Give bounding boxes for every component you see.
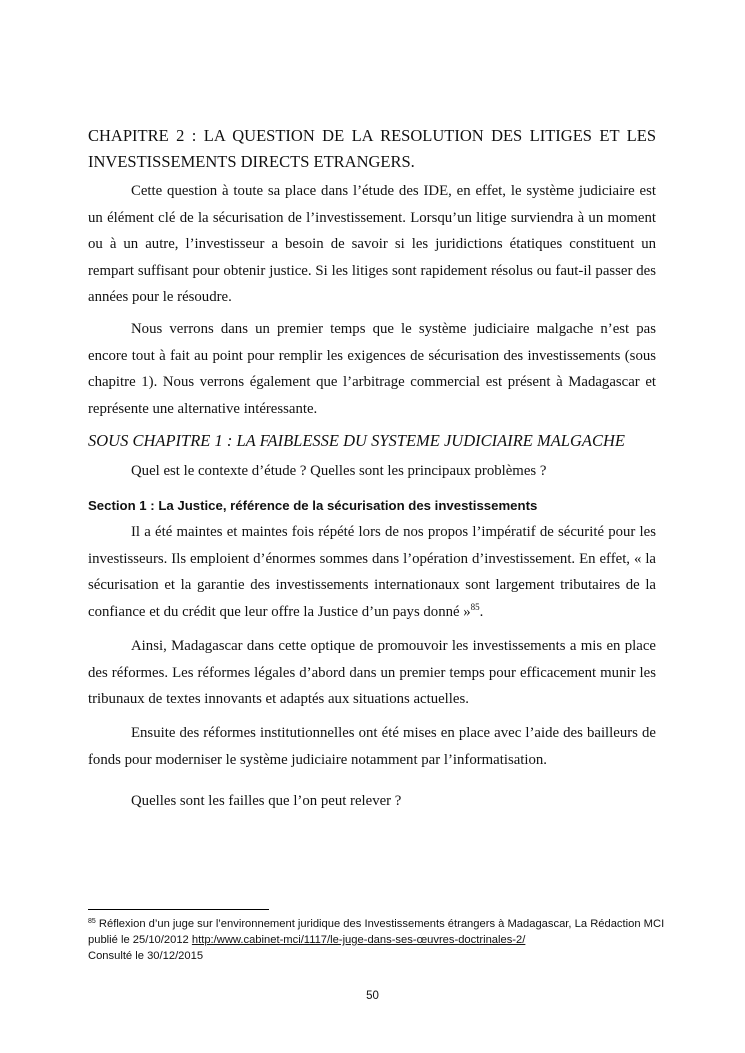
footnote-separator xyxy=(88,909,269,910)
security-imperative-text: Il a été maintes et maintes fois répété lors de nos propos l’impératif de sécurité pour les investisseurs. Ils emploient d’énormes sommes dans l’opération d’investissement. En effet, « la sécurisation et la garantie des investissements internationaux sont largement tributaires de la confiance et du crédit que leur offre la Justice d’un pays donné » xyxy=(88,524,656,620)
paragraph-end-period: . xyxy=(479,603,484,620)
chapter-title-line-1: CHAPITRE 2 : LA QUESTION DE LA RESOLUTION DES LITIGES ET LES xyxy=(88,126,656,145)
footnote-number: 85 xyxy=(88,918,96,925)
footnote-link[interactable]: http:/www.cabinet-mci/1117/le-juge-dans-ses-œuvres-doctrinales-2/ xyxy=(191,934,526,946)
context-question-text: Quel est le contexte d’étude ? Quelles sont les principaux problèmes ? xyxy=(131,463,547,479)
subchapter-heading: SOUS CHAPITRE 1 : LA FAIBLESSE DU SYSTEME JUDICIAIRE MALGACHE xyxy=(88,431,625,450)
footnote xyxy=(88,916,668,964)
paragraph-institutional-reforms: Ensuite des réformes institutionnelles ont été mises en place avec l’aide des bailleurs de fonds pour moderniser le système judiciaire notamment par l’informatisation. xyxy=(88,725,656,768)
paragraph-intro: Cette question à toute sa place dans l’étude des IDE, en effet, le système judiciaire est un élément clé de la sécurisation de l’investissement. Lorsqu’un litige surviendra à un moment ou à un autre, l’investisseur a besoin de savoir si les juridictions étatiques constituent un rempart suffisant pour obtenir justice. Si les litiges sont rapidement résolus ou faut-il passer des années pour le résoudre. xyxy=(88,183,656,305)
footnote-consulted-date: Consulté le 30/12/2015 xyxy=(88,950,204,962)
paragraph-legal-reforms: Ainsi, Madagascar dans cette optique de promouvoir les investissements a mis en place des réformes. Les réformes légales d’abord dans un premier temps pour efficacement munir les tribunaux de textes innovants et adaptés aux situations actuelles. xyxy=(88,638,656,707)
footnote-text: Réflexion d’un juge sur l’environnement juridique des Investissements étrangers à Madagascar, La Rédaction MCI publié le 25/10/2012 xyxy=(88,918,665,946)
paragraph-outline: Nous verrons dans un premier temps que le système judiciaire malgache n’est pas encore tout à fait au point pour remplir les exigences de sécurisation des investissements (sous chapitre 1). Nous verrons également que l’arbitrage commercial est présent à Madagascar et représente une alternative intéressante. xyxy=(88,321,656,417)
section-heading: Section 1 : La Justice, référence de la sécurisation des investissements xyxy=(88,498,538,513)
page-number: 50 xyxy=(366,990,379,1002)
paragraph-context-question xyxy=(88,458,656,485)
paragraph-question-failures: Quelles sont les failles que l’on peut relever ? xyxy=(131,793,402,809)
paragraph-security-imperative xyxy=(88,519,656,625)
footnote-reference[interactable]: 85 xyxy=(470,601,480,612)
chapter-title-line-2: INVESTISSEMENTS DIRECTS ETRANGERS. xyxy=(88,152,415,171)
